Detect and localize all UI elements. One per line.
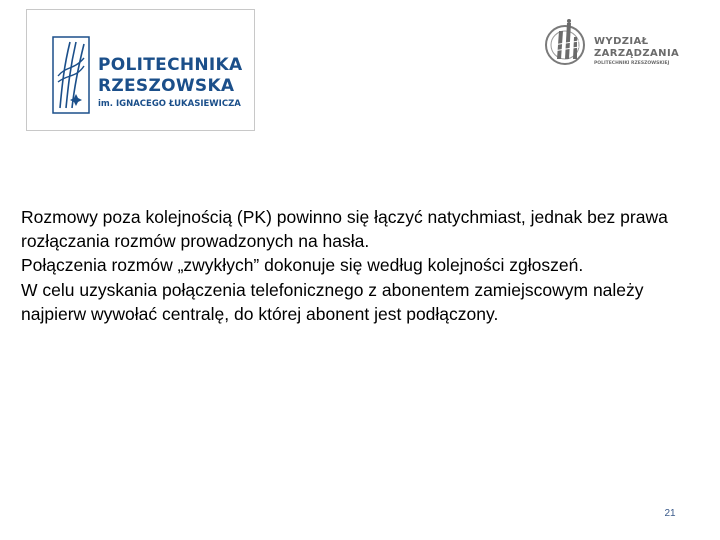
body-paragraph: Połączenia rozmów „zwykłych” dokonuje się według kolejności zgłoszeń. — [21, 255, 584, 276]
body-paragraph: Rozmowy poza kolejnością (PK) powinno się łączyć natychmiast, jednak bez prawa rozłączania rozmów prowadzonych na hasła. — [21, 207, 668, 252]
logo-line-2: RZESZOWSKA — [98, 76, 235, 96]
wydzial-zarzadzania-logo — [543, 15, 683, 75]
body-paragraph: W celu uzyskania połączenia telefonicznego z abonentem zamiejscowym należy najpierw wywołać centralę, do której abonent jest podłączony. — [21, 279, 644, 324]
faculty-emblem-icon — [543, 15, 591, 71]
logo-line-1: POLITECHNIKA — [98, 55, 243, 75]
page-number: 21 — [664, 508, 676, 519]
faculty-line-3: POLITECHNIKI RZESZOWSKIEJ — [594, 61, 670, 66]
faculty-line-1: WYDZIAŁ — [594, 36, 649, 47]
logo-line-3: im. IGNACEGO ŁUKASIEWICZA — [98, 99, 241, 109]
politechnika-rzeszowska-logo — [26, 9, 255, 131]
university-emblem-icon — [52, 36, 90, 114]
slide-body — [21, 205, 711, 326]
faculty-line-2: ZARZĄDZANIA — [594, 48, 680, 59]
